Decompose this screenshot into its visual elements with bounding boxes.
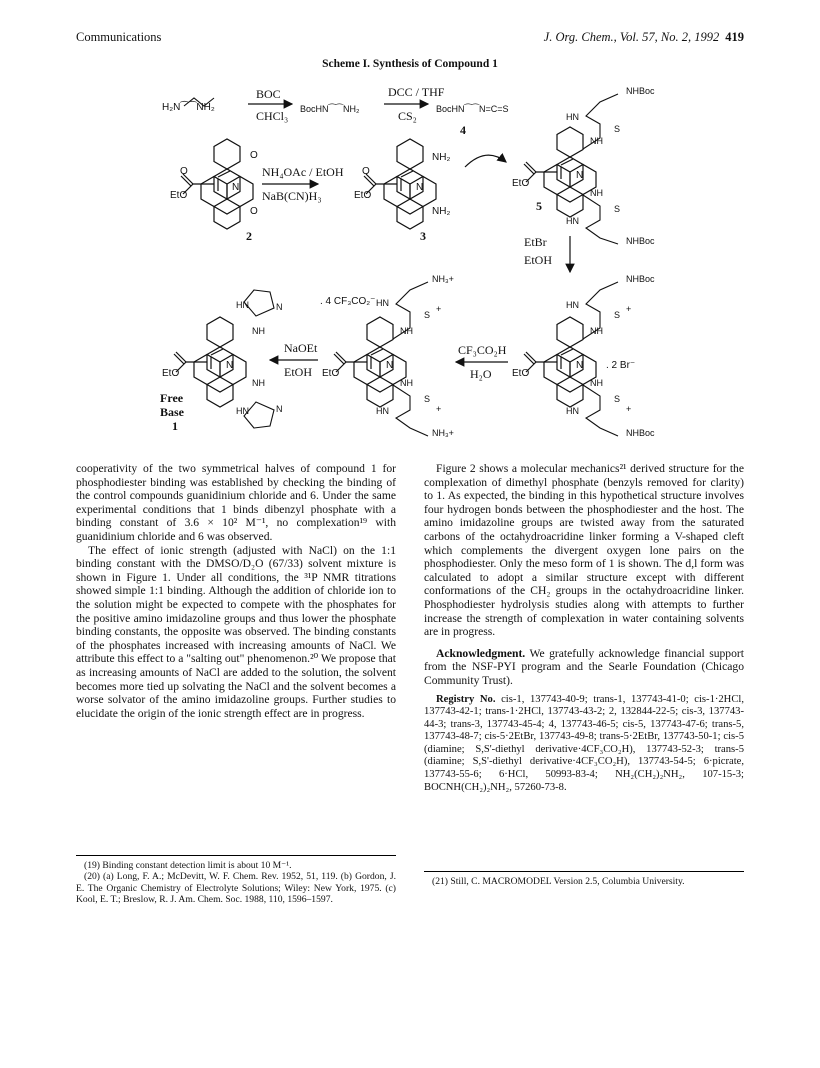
c5-n: N [576,170,584,181]
c3-o: O [362,166,370,177]
c7-nh3-top: NH₃+ [432,274,454,284]
footnote-21: (21) Still, C. MACROMODEL Version 2.5, Columbia University. [432,876,685,887]
c7-s-bottom: S [424,394,431,404]
c7-plus-top: + [436,304,442,314]
arrow-curved-4 [465,155,506,167]
c2-oxo-bottom: O [250,206,258,217]
diamine-label: H₂N⁀⁀NH₂ [162,102,215,113]
base-label: Base [160,405,184,419]
c1-n: N [226,360,234,371]
c1-nh-bottom: NH [252,378,265,388]
reagent-nabh3: NaB(CN)H₃ [262,189,322,203]
reagent-cf3co2h: CF₃CO₂H [458,343,507,357]
c7-eto: EtO [322,368,340,379]
footnotes-left [76,855,396,906]
c2-oxo-top: O [250,150,258,161]
c5-hn-bottom: HN [566,216,579,226]
compound-1-label: 1 [172,419,178,433]
c6-n: N [576,360,584,371]
registry-heading: Registry No. [436,693,496,705]
c5-eto: EtO [512,178,530,189]
scheme-title: Scheme I. Synthesis of Compound 1 [322,58,498,70]
free-label: Free [160,391,184,405]
footnote-19: (19) Binding constant detection limit is about 10 M⁻¹. [84,860,292,871]
reagent-h2o: H₂O [470,367,492,381]
c7-plus-bottom: + [436,404,442,414]
c6-s-bottom: S [614,394,621,404]
c6-side-chain-bottom [583,385,621,436]
reagent-boc: BOC [256,87,281,101]
page-number: 419 [725,30,744,44]
running-head-journal [544,30,744,45]
compound-4-label: 4 [460,123,466,137]
c5-nhboc-bottom: NHBoc [626,236,655,246]
c1-n-ring-bottom: N [276,404,283,414]
compound-3-label: 3 [420,229,426,243]
c6-nhboc-bottom: NHBoc [626,428,655,438]
c7-nh-top: NH [400,326,413,336]
c5-hn-top: HN [566,112,579,122]
c6-eto: EtO [512,368,530,379]
c5-s-top: S [614,124,621,134]
scheme-figure [0,72,820,452]
journal-citation: J. Org. Chem., Vol. 57, No. 2, 1992 [543,30,720,44]
c3-nh2-top: NH₂ [432,152,451,163]
c7-nh-bottom: NH [400,378,413,388]
ack-text: We gratefully acknowledge financial support from the NSF-PYI program and the Searle Foundation (Chicago Community Trust). [424,646,744,687]
c1-n-ring-top: N [276,302,283,312]
ack-heading: Acknowledgment. [436,646,526,660]
c1-hn-top: HN [236,300,249,310]
c3-nh2-bottom: NH₂ [432,206,451,217]
c6-nhboc-top: NHBoc [626,274,655,284]
reagent-etoh: EtOH [524,253,552,267]
paragraph-cooperativity: cooperativity of the two symmetrical halves of compound 1 for phosphodiester binding was established by checking the binding of the control compounds guanidinium chloride and 6. Under the same experimental conditions that 1 binds dibenzyl phosphate with a binding constant of 3.6 × 10² M⁻¹, no complexation¹⁹ with guanidinium chloride and 6 was observed. [76,462,396,543]
c1-eto: EtO [162,368,180,379]
c2-o: O [180,166,188,177]
c7-nh3-bottom: NH₃+ [432,428,454,438]
c7-hn-top: HN [376,298,389,308]
compound-2-label: 2 [246,229,252,243]
c5-side-chain-bottom [583,195,621,244]
reagent-dcc: DCC / THF [388,85,445,99]
reagent-etoh2: EtOH [284,365,312,379]
compound-5-label: 5 [536,199,542,213]
c5-nh-bottom: NH [590,188,603,198]
c5-s-bottom: S [614,204,621,214]
c6-hn-top: HN [566,300,579,310]
c5-nhboc-top: NHBoc [626,86,655,96]
reagent-etbr: EtBr [524,235,547,249]
c7-side-chain-bottom [393,385,431,436]
footnote-20: (20) (a) Long, F. A.; McDevitt, W. F. Chem. Rev. 1952, 51, 119. (b) Gordon, J. E. The Organic Chemistry of Electrolyte Solutions; Wiley: New York, 1975. (c) Kool, E. T.; Breslow, R. J. Am. Chem. Soc. 1988, 110, 1596–1597. [76,871,396,906]
c7-s-top: S [424,310,431,320]
c6-salt: . 2 Br⁻ [606,360,636,371]
c2-eto: EtO [170,190,188,201]
paragraph-ionic-strength: The effect of ionic strength (adjusted with NaCl) on the 1:1 binding constant with the DMSO/D₂O (67/33) solvent mixture is shown in Figure 1. Under all conditions, the ³¹P NMR titrations showed simple 1:1 binding. Although the addition of chloride ion to the solution might be expected to compete with the phosphates for the positive amino imidazoline groups and thus lower the phosphate binding constants, the opposite was observed. The binding constants of the phosphates increased with increasing amounts of NaCl. We attribute this effect to a "salting out" phenomenon.²⁰ We propose that as increasing amounts of NaCl are added to the solution, the solvent becomes more tied up solvating the NaCl and the solvent becomes a worse solvator of the amino imidazoline groups. Further studies to elucidate the origin of the ionic strength effect are in progress. [76,543,396,720]
body-column-left [76,462,396,720]
running-head-section: Communications [76,30,162,44]
registry-numbers [424,694,744,795]
c1-hn-bottom: HN [236,406,249,416]
c5-nh-top: NH [590,136,603,146]
registry-text: cis-1, 137743-40-9; trans-1, 137743-41-0; cis-1·2HCl, 137743-42-1; trans-1·2HCl, 137743-43-2; 2, 132844-22-5; cis-3, 137743-44-3; trans-3, 137743-45-4; 4, 137743-46-5; cis-5, 137743-47-6; trans-5, 137743-48-7; cis-5·2EtBr, 137743-49-8; trans-5·2EtBr, 137743-50-1; cis-5 (diamine; S,S'-diethyl derivative·4CF₃CO₂H), 137743-52-3; trans-5 (diamine; S,S'-diethyl derivative·4CF₃CO₂H), 137743-54-5; 6·picrate, 137743-55-6; 6·HCl, 50993-83-4; NH₂(CH₂)₂NH₂, 107-15-3; BOCNH(CH₂)₂NH₂, 57260-73-8. [424,693,744,793]
c6-plus-top: + [626,304,632,314]
c3-n: N [416,182,424,193]
c6-hn-bottom: HN [566,406,579,416]
footnotes-right [424,871,744,887]
c6-s-top: S [614,310,621,320]
c7-hn-bottom: HN [376,406,389,416]
c6-plus-bottom: + [626,404,632,414]
acknowledgment [424,647,744,688]
reagent-naoet: NaOEt [284,341,318,355]
paragraph-figure2: Figure 2 shows a molecular mechanics²¹ derived structure for the complexation of dimethyl phosphate (benzyls removed for clarity) to 1. As expected, the binding in this hypothetical structure involves four hydrogen bonds between the phosphodiester and the host. The amino imidazoline groups are twisted away from the saturated carbons of the octahydroacridine linker forming a V-shaped cleft which complements the divergent oxygen lone pairs on the phosphodiester. Only the meso form of 1 is shown. The d,l form was calculated to adopt a similar structure except with different conformations of the CH₂ groups in the octahydroacridine linker. Phosphodiester hydrolysis studies along with attempts to further increase the strength of complexation in water containing solvents are in progress. [424,462,744,639]
c6-nh-top: NH [590,326,603,336]
c1-nh-top: NH [252,326,265,336]
c7-salt: . 4 CF₃CO₂⁻ [320,296,376,307]
reagent-cs2: CS₂ [398,109,417,123]
body-column-right [424,462,744,794]
reagent-chcl3: CHCl₃ [256,109,289,123]
c6-nh-bottom: NH [590,378,603,388]
reagent-nh4oac: NH₄OAc / EtOH [262,165,344,179]
c3-eto: EtO [354,190,372,201]
isothiocyanate-label: BocHN⁀⁀N=C=S [436,104,509,114]
c2-n: N [232,182,240,193]
boc-amine-label: BocHN⁀⁀NH₂ [300,104,360,114]
c7-n: N [386,360,394,371]
